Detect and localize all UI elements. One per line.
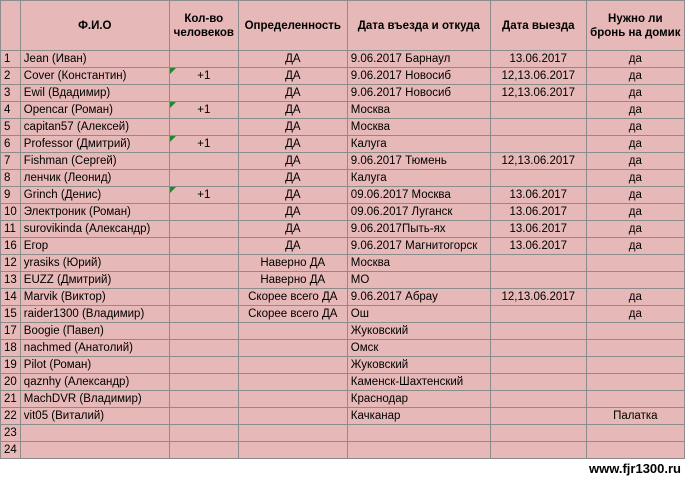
cell-count[interactable] <box>169 425 238 442</box>
table-row <box>1 357 685 374</box>
cell-num[interactable]: 12 <box>1 255 21 272</box>
cell-booking[interactable]: да <box>586 204 684 221</box>
cell-booking[interactable]: да <box>586 306 684 323</box>
cell-count[interactable]: +1 <box>169 136 238 153</box>
cell-booking[interactable] <box>586 357 684 374</box>
cell-certainty[interactable]: ДА <box>238 221 347 238</box>
cell-booking[interactable]: да <box>586 68 684 85</box>
cell-fio[interactable] <box>20 425 169 442</box>
cell-fio[interactable]: Cover (Константин) <box>20 68 169 85</box>
cell-certainty[interactable] <box>238 442 347 459</box>
cell-departure[interactable] <box>490 119 586 136</box>
cell-departure[interactable] <box>490 323 586 340</box>
cell-departure[interactable]: 13.06.2017 <box>490 238 586 255</box>
cell-num[interactable]: 17 <box>1 323 21 340</box>
header-arrival[interactable]: Дата въезда и откуда <box>347 1 490 51</box>
cell-arrival[interactable]: Калуга <box>347 170 490 187</box>
cell-arrival[interactable]: 9.06.2017 Магнитогорск <box>347 238 490 255</box>
table-row <box>1 374 685 391</box>
cell-departure[interactable]: 13.06.2017 <box>490 204 586 221</box>
cell-departure[interactable] <box>490 340 586 357</box>
cell-booking[interactable]: Палатка <box>586 408 684 425</box>
cell-count[interactable] <box>169 221 238 238</box>
cell-certainty[interactable]: ДА <box>238 187 347 204</box>
cell-booking[interactable] <box>586 272 684 289</box>
cell-count[interactable] <box>169 238 238 255</box>
cell-departure[interactable] <box>490 102 586 119</box>
cell-certainty[interactable]: ДА <box>238 51 347 68</box>
table-row <box>1 221 685 238</box>
cell-count[interactable] <box>169 272 238 289</box>
cell-fio[interactable]: Boogie (Павел) <box>20 323 169 340</box>
cell-departure[interactable] <box>490 357 586 374</box>
cell-arrival[interactable]: 09.06.2017 Луганск <box>347 204 490 221</box>
cell-count[interactable] <box>169 408 238 425</box>
cell-fio[interactable]: vit05 (Виталий) <box>20 408 169 425</box>
cell-fio[interactable]: EUZZ (Дмитрий) <box>20 272 169 289</box>
cell-fio[interactable]: MachDVR (Владимир) <box>20 391 169 408</box>
table-body <box>1 51 685 459</box>
table-row <box>1 136 685 153</box>
cell-fio[interactable]: capitan57 (Алексей) <box>20 119 169 136</box>
cell-arrival[interactable]: 9.06.2017 Новосиб <box>347 85 490 102</box>
cell-departure[interactable]: 13.06.2017 <box>490 221 586 238</box>
table-row <box>1 85 685 102</box>
cell-fio[interactable]: qaznhy (Александр) <box>20 374 169 391</box>
cell-count[interactable]: +1 <box>169 68 238 85</box>
cell-departure[interactable]: 12,13.06.2017 <box>490 153 586 170</box>
cell-departure[interactable]: 12,13.06.2017 <box>490 68 586 85</box>
cell-departure[interactable] <box>490 425 586 442</box>
cell-fio[interactable]: Егор <box>20 238 169 255</box>
cell-count[interactable] <box>169 153 238 170</box>
cell-count[interactable] <box>169 357 238 374</box>
cell-num[interactable]: 21 <box>1 391 21 408</box>
cell-booking[interactable] <box>586 340 684 357</box>
cell-certainty[interactable] <box>238 425 347 442</box>
cell-certainty[interactable] <box>238 408 347 425</box>
cell-fio[interactable]: Fishman (Сергей) <box>20 153 169 170</box>
cell-departure[interactable] <box>490 391 586 408</box>
cell-arrival[interactable]: Каменск-Шахтенский <box>347 374 490 391</box>
cell-booking[interactable]: да <box>586 187 684 204</box>
cell-certainty[interactable]: ДА <box>238 119 347 136</box>
cell-departure[interactable] <box>490 255 586 272</box>
cell-arrival[interactable]: 9.06.2017 Барнаул <box>347 51 490 68</box>
table-row <box>1 51 685 68</box>
cell-count[interactable] <box>169 391 238 408</box>
table-row <box>1 408 685 425</box>
table-row <box>1 425 685 442</box>
cell-fio[interactable]: Ewil (Вдадимир) <box>20 85 169 102</box>
cell-count[interactable] <box>169 255 238 272</box>
cell-arrival[interactable]: Москва <box>347 119 490 136</box>
cell-certainty[interactable]: ДА <box>238 153 347 170</box>
cell-fio[interactable]: nachmed (Анатолий) <box>20 340 169 357</box>
cell-fio[interactable]: Professor (Дмитрий) <box>20 136 169 153</box>
cell-fio[interactable] <box>20 442 169 459</box>
cell-fio[interactable]: yrasiks (Юрий) <box>20 255 169 272</box>
cell-arrival[interactable]: Ош <box>347 306 490 323</box>
cell-certainty[interactable]: ДА <box>238 136 347 153</box>
header-booking[interactable]: Нужно ли бронь на домик <box>586 1 684 51</box>
cell-count[interactable] <box>169 323 238 340</box>
cell-num[interactable]: 14 <box>1 289 21 306</box>
cell-arrival[interactable]: МО <box>347 272 490 289</box>
cell-arrival[interactable]: Москва <box>347 102 490 119</box>
header-certainty[interactable]: Определенность <box>238 1 347 51</box>
cell-certainty[interactable] <box>238 391 347 408</box>
cell-fio[interactable]: Grinch (Денис) <box>20 187 169 204</box>
cell-departure[interactable] <box>490 170 586 187</box>
cell-count[interactable] <box>169 119 238 136</box>
cell-num[interactable]: 18 <box>1 340 21 357</box>
cell-count[interactable] <box>169 306 238 323</box>
table-row <box>1 391 685 408</box>
table-row <box>1 255 685 272</box>
cell-arrival[interactable]: Краснодар <box>347 391 490 408</box>
cell-fio[interactable]: Opencar (Роман) <box>20 102 169 119</box>
cell-booking[interactable]: да <box>586 102 684 119</box>
cell-departure[interactable] <box>490 408 586 425</box>
table-row <box>1 102 685 119</box>
cell-arrival[interactable]: Омск <box>347 340 490 357</box>
cell-booking[interactable] <box>586 425 684 442</box>
cell-fio[interactable]: raider1300 (Владимир) <box>20 306 169 323</box>
cell-arrival[interactable]: 9.06.2017 Тюмень <box>347 153 490 170</box>
cell-fio[interactable]: Pilot (Роман) <box>20 357 169 374</box>
cell-certainty[interactable]: ДА <box>238 85 347 102</box>
cell-fio[interactable]: Электроник (Роман) <box>20 204 169 221</box>
cell-certainty[interactable]: ДА <box>238 102 347 119</box>
table-row <box>1 119 685 136</box>
cell-certainty[interactable]: Наверно ДА <box>238 255 347 272</box>
cell-certainty[interactable]: ДА <box>238 238 347 255</box>
cell-fio[interactable]: Marvik (Виктор) <box>20 289 169 306</box>
cell-booking[interactable] <box>586 374 684 391</box>
cell-num[interactable]: 7 <box>1 153 21 170</box>
table-row <box>1 204 685 221</box>
cell-num[interactable]: 22 <box>1 408 21 425</box>
cell-certainty[interactable] <box>238 357 347 374</box>
header-count[interactable]: Кол-во человеков <box>169 1 238 51</box>
cell-num[interactable]: 23 <box>1 425 21 442</box>
cell-booking[interactable]: да <box>586 221 684 238</box>
cell-count[interactable] <box>169 204 238 221</box>
cell-arrival[interactable]: 9.06.2017 Новосиб <box>347 68 490 85</box>
cell-count[interactable] <box>169 170 238 187</box>
cell-departure[interactable] <box>490 136 586 153</box>
cell-fio[interactable]: Jean (Иван) <box>20 51 169 68</box>
cell-arrival[interactable]: 9.06.2017 Абрау <box>347 289 490 306</box>
cell-booking[interactable]: да <box>586 289 684 306</box>
cell-num[interactable]: 16 <box>1 238 21 255</box>
cell-arrival[interactable]: 9.06.2017Пыть-ях <box>347 221 490 238</box>
cell-count[interactable] <box>169 374 238 391</box>
cell-num[interactable]: 24 <box>1 442 21 459</box>
table-row <box>1 442 685 459</box>
cell-departure[interactable] <box>490 374 586 391</box>
cell-certainty[interactable]: Скорее всего ДА <box>238 289 347 306</box>
cell-num[interactable]: 15 <box>1 306 21 323</box>
cell-booking[interactable] <box>586 442 684 459</box>
cell-num[interactable]: 9 <box>1 187 21 204</box>
cell-num[interactable]: 13 <box>1 272 21 289</box>
table-row <box>1 68 685 85</box>
cell-departure[interactable]: 12,13.06.2017 <box>490 85 586 102</box>
cell-departure[interactable] <box>490 306 586 323</box>
cell-num[interactable]: 8 <box>1 170 21 187</box>
cell-arrival[interactable]: Жуковский <box>347 323 490 340</box>
cell-arrival[interactable]: Калуга <box>347 136 490 153</box>
cell-num[interactable]: 5 <box>1 119 21 136</box>
cell-num[interactable]: 6 <box>1 136 21 153</box>
cell-num[interactable]: 19 <box>1 357 21 374</box>
cell-booking[interactable]: да <box>586 85 684 102</box>
cell-certainty[interactable]: ДА <box>238 204 347 221</box>
cell-count[interactable] <box>169 289 238 306</box>
cell-certainty[interactable] <box>238 340 347 357</box>
cell-num[interactable]: 20 <box>1 374 21 391</box>
cell-count[interactable] <box>169 340 238 357</box>
cell-arrival[interactable]: 09.06.2017 Москва <box>347 187 490 204</box>
cell-num[interactable]: 10 <box>1 204 21 221</box>
cell-departure[interactable] <box>490 442 586 459</box>
table-row <box>1 170 685 187</box>
cell-certainty[interactable] <box>238 374 347 391</box>
cell-num[interactable]: 2 <box>1 68 21 85</box>
table-row <box>1 340 685 357</box>
table-row <box>1 323 685 340</box>
cell-booking[interactable]: да <box>586 119 684 136</box>
cell-departure[interactable]: 13.06.2017 <box>490 187 586 204</box>
cell-count[interactable] <box>169 51 238 68</box>
cell-arrival[interactable]: Москва <box>347 255 490 272</box>
cell-fio[interactable]: ленчик (Леонид) <box>20 170 169 187</box>
cell-departure[interactable] <box>490 272 586 289</box>
cell-departure[interactable]: 13.06.2017 <box>490 51 586 68</box>
cell-certainty[interactable]: Скорее всего ДА <box>238 306 347 323</box>
cell-num[interactable]: 3 <box>1 85 21 102</box>
cell-num[interactable]: 1 <box>1 51 21 68</box>
cell-arrival[interactable]: Жуковский <box>347 357 490 374</box>
cell-certainty[interactable]: ДА <box>238 68 347 85</box>
cell-booking[interactable]: да <box>586 153 684 170</box>
table-row <box>1 238 685 255</box>
table-row <box>1 272 685 289</box>
table-row <box>1 153 685 170</box>
cell-fio[interactable]: surovikinda (Александр) <box>20 221 169 238</box>
cell-booking[interactable] <box>586 323 684 340</box>
cell-arrival[interactable] <box>347 442 490 459</box>
cell-departure[interactable]: 12,13.06.2017 <box>490 289 586 306</box>
cell-booking[interactable]: да <box>586 136 684 153</box>
cell-booking[interactable]: да <box>586 51 684 68</box>
cell-count[interactable]: +1 <box>169 102 238 119</box>
cell-count[interactable] <box>169 85 238 102</box>
header-row <box>1 1 685 51</box>
table-row <box>1 289 685 306</box>
header-departure[interactable]: Дата выезда <box>490 1 586 51</box>
cell-booking[interactable]: да <box>586 238 684 255</box>
cell-num[interactable]: 11 <box>1 221 21 238</box>
cell-num[interactable]: 4 <box>1 102 21 119</box>
cell-booking[interactable] <box>586 255 684 272</box>
header-fio[interactable]: Ф.И.О <box>20 1 169 51</box>
cell-booking[interactable] <box>586 391 684 408</box>
watermark: www.fjr1300.ru <box>589 461 681 476</box>
cell-certainty[interactable]: Наверно ДА <box>238 272 347 289</box>
cell-certainty[interactable]: ДА <box>238 170 347 187</box>
cell-count[interactable] <box>169 442 238 459</box>
table-row <box>1 306 685 323</box>
cell-arrival[interactable] <box>347 425 490 442</box>
cell-certainty[interactable] <box>238 323 347 340</box>
cell-arrival[interactable]: Качканар <box>347 408 490 425</box>
table-row <box>1 187 685 204</box>
header-num[interactable] <box>1 1 21 51</box>
cell-booking[interactable]: да <box>586 170 684 187</box>
cell-count[interactable]: +1 <box>169 187 238 204</box>
